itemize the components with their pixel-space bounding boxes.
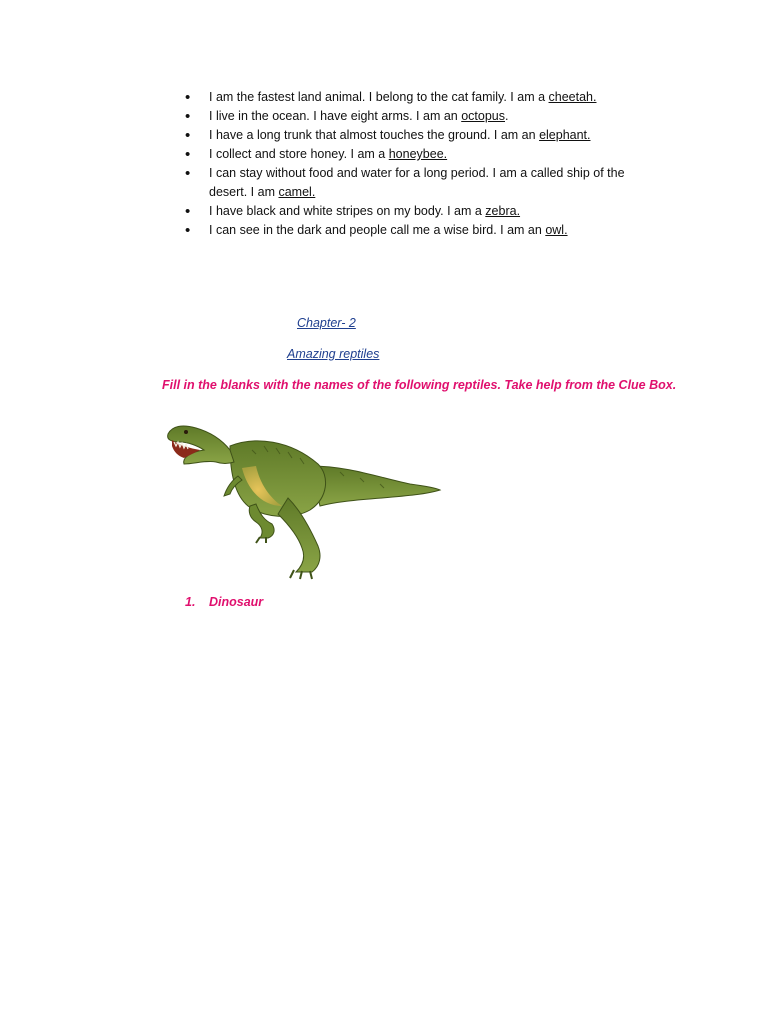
riddle-text: I am the fastest land animal. I belong to the cat family. I am a <box>209 90 549 104</box>
dinosaur-illustration <box>160 406 442 582</box>
riddle-text: I collect and store honey. I am a <box>209 147 389 161</box>
riddle-after: . <box>505 109 509 123</box>
answer-number: 1. <box>185 595 196 609</box>
riddle-answer: camel. <box>278 185 316 199</box>
list-item <box>185 88 655 107</box>
riddle-answer: zebra. <box>485 204 521 218</box>
list-item <box>185 221 655 240</box>
riddle-text: I can see in the dark and people call me a wise bird. I am an <box>209 223 546 237</box>
riddle-answer: octopus <box>461 109 505 123</box>
riddle-text: I have black and white stripes on my body. I am a <box>209 204 486 218</box>
riddle-answer: elephant. <box>539 128 591 142</box>
riddle-text: I live in the ocean. I have eight arms. I am an <box>209 109 462 123</box>
chapter-title: Chapter- 2 <box>297 316 356 330</box>
list-item <box>185 107 655 126</box>
list-item <box>185 126 655 145</box>
list-item <box>185 164 655 202</box>
answer-item-1 <box>185 595 263 609</box>
riddle-answer: cheetah. <box>548 90 597 104</box>
instruction-text: Fill in the blanks with the names of the following reptiles. Take help from the Clue Box. <box>162 378 677 392</box>
list-item <box>185 145 655 164</box>
answer-name: Dinosaur <box>209 595 264 609</box>
riddle-text: I have a long trunk that almost touches the ground. I am an <box>209 128 540 142</box>
riddle-text: I can stay without food and water for a long period. I am a called ship of the desert. I am <box>209 166 625 199</box>
riddle-answer: honeybee. <box>388 147 448 161</box>
animal-riddles-list <box>185 88 655 240</box>
riddle-answer: owl. <box>545 223 568 237</box>
dinosaur-icon <box>160 406 442 582</box>
list-item <box>185 202 655 221</box>
chapter-subtitle: Amazing reptiles <box>287 347 380 361</box>
